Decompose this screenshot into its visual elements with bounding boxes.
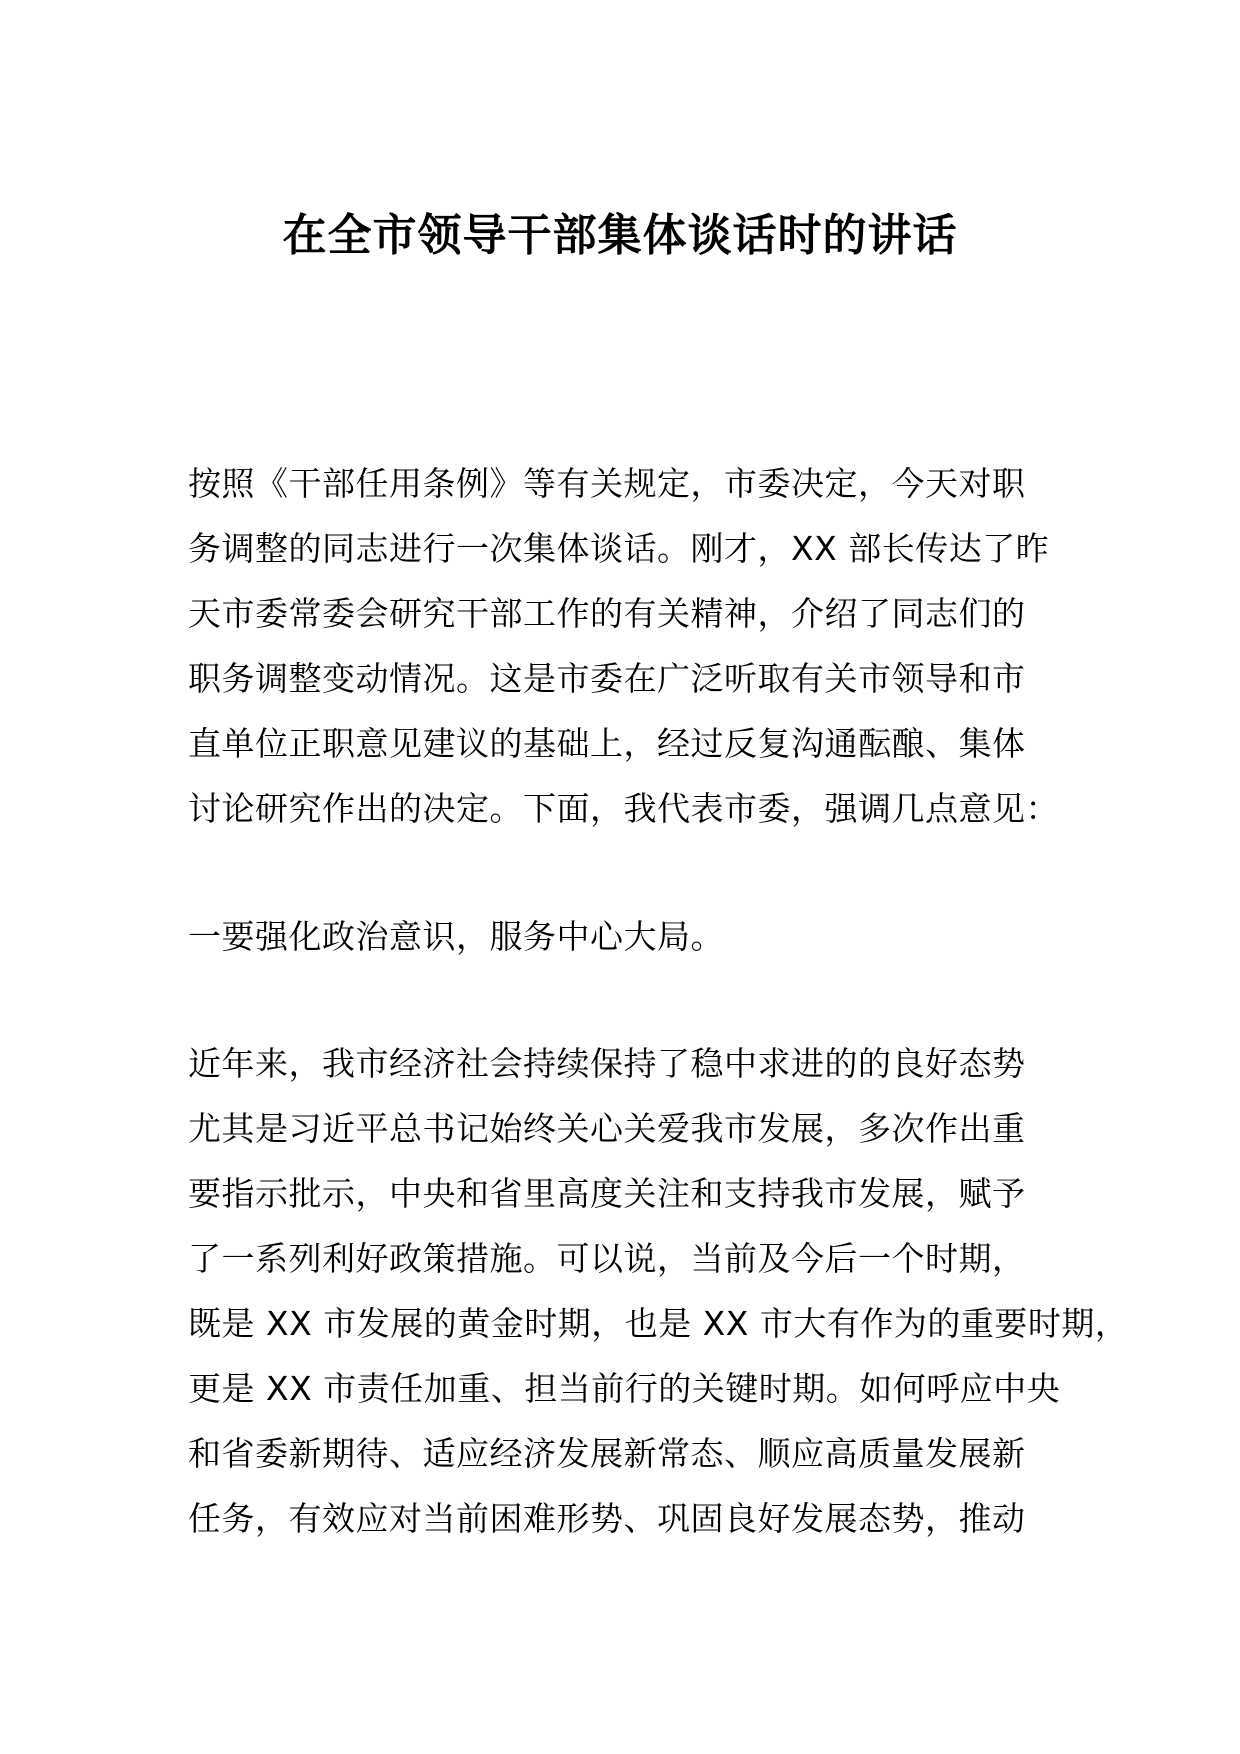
paragraph-line: 近年来，我市经济社会持续保持了稳中求进的的良好态势 [188, 1044, 1026, 1083]
paragraph-line: 更是 XX 市责任加重、担当前行的关键时期。如何呼应中央 [188, 1369, 1061, 1408]
paragraph-line: 既是 XX 市发展的黄金时期，也是 XX 市大有作为的重要时期， [188, 1304, 1129, 1343]
section-heading-line: 一要强化政治意识，服务中心大局。 [188, 917, 724, 956]
paragraph-line: 直单位正职意见建议的基础上，经过反复沟通酝酿、集体 [188, 724, 1026, 763]
paragraph-line: 务调整的同志进行一次集体谈话。刚才，XX 部长传达了昨 [188, 529, 1050, 568]
paragraph-line: 按照《干部任用条例》等有关规定，市委决定，今天对职 [188, 464, 1026, 503]
paragraph-line: 天市委常委会研究干部工作的有关精神，介绍了同志们的 [188, 594, 1026, 633]
paragraph-line: 任务，有效应对当前困难形势、巩固良好发展态势，推动 [188, 1499, 1026, 1538]
paragraph-line: 和省委新期待、适应经济发展新常态、顺应高质量发展新 [188, 1434, 1026, 1473]
paragraph-line: 讨论研究作出的决定。下面，我代表市委，强调几点意见： [188, 789, 1059, 828]
paragraph-line: 了一系列利好政策措施。可以说，当前及今后一个时期， [188, 1239, 1026, 1278]
paragraph-line: 职务调整变动情况。这是市委在广泛听取有关市领导和市 [188, 659, 1026, 698]
paragraph-line: 尤其是习近平总书记始终关心关爱我市发展，多次作出重 [188, 1109, 1026, 1148]
section-heading [188, 904, 1088, 969]
paragraph-body [188, 1031, 1129, 1551]
paragraph-line: 要指示批示，中央和省里高度关注和支持我市发展，赋予 [188, 1174, 1026, 1213]
paragraph-intro [188, 451, 1088, 841]
document-title: 在全市领导干部集体谈话时的讲话 [282, 210, 958, 261]
